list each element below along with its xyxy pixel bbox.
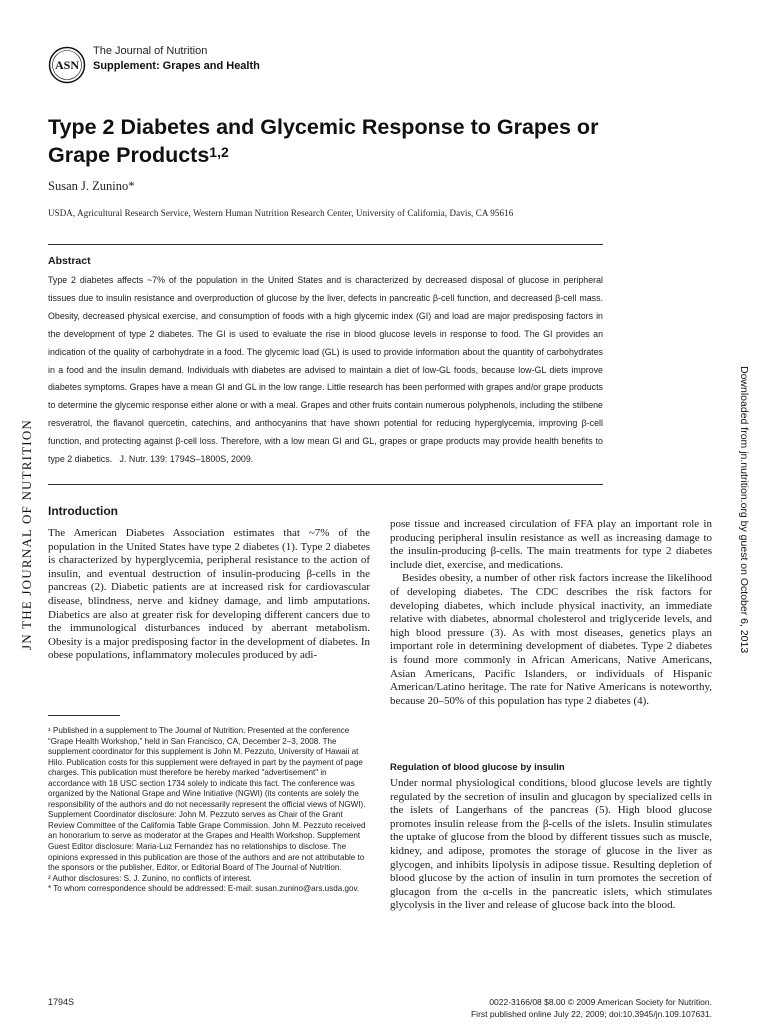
publication-line: First published online July 22, 2009; doi:10.3945/jn.109.107631. [470,1009,712,1019]
introduction-col2 [390,518,712,708]
author: Susan J. Zunino* [48,179,135,193]
abstract-citation: J. Nutr. 139: 1794S–1800S, 2009. [119,454,254,465]
asn-logo [48,46,86,84]
affiliation: USDA, Agricultural Research Service, Western Human Nutrition Research Center, University of California, Davis, CA 95616 [48,208,514,218]
introduction-heading: Introduction [48,504,118,518]
footnote-2: ² Author disclosures: S. J. Zunino, no conflicts of interest. [48,873,252,883]
abstract-body: Type 2 diabetes affects ~7% of the population in the United States and is characterized by decreased disposal of glucose in peripheral tissues due to insulin resistance and overproduction of glucose by the liver, defects in pancreatic β-cell function, and decreased β-cell mass. Obesity, decreased physical exercise, and consumption of foods with a high glycemic index (GI) and load are major predisposing factors in the development of type 2 diabetes. The GI is used to evaluate the rise in blood glucose levels in response to food. The GI provides an indication of the quality of carbohydrate in a food. The glycemic load (GL) is used to provide information about the quantity of carbohydrates in a food and the insulin demand. Individuals with diabetes are advised to maintain a diet of low-GL foods, because low-GL diets improve diabetes symptoms. Grapes have a mean GI and GL in the low range. Little research has been performed with grapes and/or grape products to determine the glycemic response either alone or with a meal. Grapes and other fruits contain numerous polyphenols, including the stilbene resveratrol, the flavanol quercetin, catechins, and anthocyanins that have shown potential for reducing hyperglycemia, improving β-cell function, and protecting against β-cell loss. Therefore, with a low mean GI and GL, grapes or grape products may provide health benefits to type 2 diabetics. [48,275,603,465]
supplement-label: Supplement: Grapes and Health [93,60,260,72]
page-number: 1794S [48,997,75,1007]
regulation-heading: Regulation of blood glucose by insulin [390,762,565,773]
copyright-line: 0022-3166/08 $8.00 © 2009 American Society for Nutrition. [489,997,712,1007]
logo-text: ASN [54,58,80,72]
title-text: Type 2 Diabetes and Glycemic Response to Grapes or Grape Products [48,115,599,167]
regulation-text: Under normal physiological conditions, blood glucose levels are tightly regulated by the secretion of insulin and glucagon by specialized cells in the islets of Langerhans of the pancreas (5). High blood glucose promotes insulin release from the β-cells of the islets. Insulin stimulates the uptake of glucose from the blood by different tissues such as muscle, kidney, and adipose, promotes the storage of glucose in the liver as glycogen, and inhibits lipolysis in adipose tissue. Resulting depletion of blood glucose by the action of insulin in turn promotes the secretion of glucagon from the α-cells in the pancreatic islets, which stimulates glycolysis in the liver and release of glucose back into the blood. [390,777,712,912]
journal-side-banner: JN THE JOURNAL OF NUTRITION [19,418,34,650]
footnote-3[interactable]: * To whom correspondence should be addressed: E-mail: susan.zunino@ars.usda.gov. [48,884,360,894]
footnote-rule [48,715,120,716]
abstract-top-rule [48,244,603,245]
title-superscript: 1,2 [209,144,229,160]
abstract-bottom-rule [48,484,603,485]
abstract-text [48,272,603,469]
introduction-col2-p2: Besides obesity, a number of other risk factors increase the likelihood of developing diabetes. The CDC describes the risk factors for developing diabetes, which include physical inactivity, an immediate relative with diabetes, abnormal cholesterol and triglyceride levels, and high blood pressure (3). As with most diseases, genetics plays an important role in determining development of diabetes. Type 2 diabetes is found more commonly in African Americans, Native Americans, Asian Americans, Pacific Islanders, or individuals of Hispanic American/Latino heritage. The rate for Native Americans is noteworthy, because 20–50% of this population has type 2 diabetes (4). [390,572,712,707]
introduction-col2-p1: pose tissue and increased circulation of FFA play an important role in producing peripheral insulin resistance as well as increasing damage to the insulin-producing β-cells. The main treatments for type 2 diabetes include diet, exercise, and medications. [390,518,712,571]
footnotes [48,726,370,895]
abstract-heading: Abstract [48,255,91,267]
journal-name: The Journal of Nutrition [93,45,208,57]
introduction-col1: The American Diabetes Association estimates that ~7% of the population in the United States have type 2 diabetes (1). Type 2 diabetes is characterized by hyperglycemia, peripheral resistance to the action of insulin, and eventual destruction of insulin-producing β-cells in the pancreas (2). Diabetic patients are at increased risk for cardiovascular disease, blindness, nerve and kidney damage, and limb amputations. Diabetics are also at greater risk for developing different cancers due to the immunological disturbances induced by aberrant metabolism. Obesity is a major predisposing factor in the development of diabetes. In obese populations, inflammatory molecules produced by adi- [48,527,370,662]
download-notice: Downloaded from jn.nutrition.org by guest on October 6, 2013 [738,366,750,654]
footnote-1: ¹ Published in a supplement to The Journal of Nutrition. Presented at the conference “Grape Health Workshop,” held in San Francisco, CA, December 2–3, 2008. The supplement coordinator for this supplement is John M. Pezzuto, University of Hawaii at Hilo. Publication costs for this supplement were defrayed in part by the payment of page charges. This publication must therefore be hereby marked "advertisement" in accordance with 18 USC section 1734 solely to indicate this fact. The conference was organized by the National Grape and Wine Initiative (NGWI) (its contents are solely the responsibility of the authors and do not necessarily represent the official views of NGWI). Supplement Coordinator disclosure: John M. Pezzuto serves as Chair of the Grant Review Committee of the California Table Grape Commission. John M. Pezzuto received an honorarium to serve as moderator at the Grapes and Health Workshop. Supplement Guest Editor disclosure: Maria-Luz Fernandez has no relationships to disclose. The opinions expressed in this publication are those of the authors and are not attributable to the sponsors or the publisher, Editor, or Editorial Board of The Journal of Nutrition. [48,726,366,873]
article-title [48,113,608,169]
